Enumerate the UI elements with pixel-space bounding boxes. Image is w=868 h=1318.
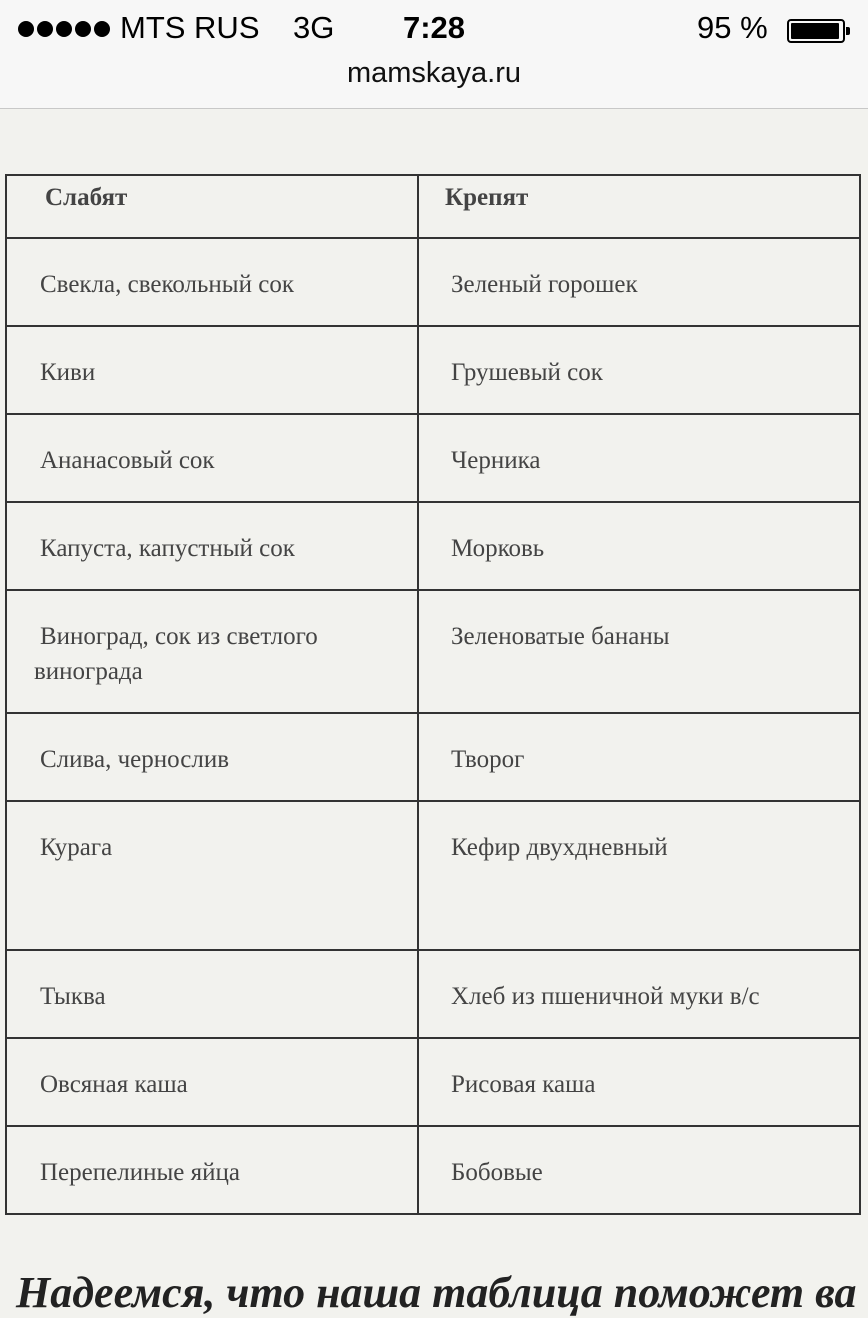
table-cell: Капуста, капустный сок	[6, 502, 418, 590]
table-cell: Виноград, сок из светлого винограда	[6, 590, 418, 713]
table-row	[6, 502, 860, 590]
table-cell: Черника	[418, 414, 860, 502]
table-cell: Зеленый горошек	[418, 238, 860, 326]
table-row	[6, 950, 860, 1038]
signal-strength-icon	[18, 21, 110, 37]
table-cell: Свекла, свекольный сок	[6, 238, 418, 326]
table-cell: Морковь	[418, 502, 860, 590]
table-row	[6, 326, 860, 414]
table-row	[6, 1038, 860, 1126]
table-cell: Киви	[6, 326, 418, 414]
table-row	[6, 713, 860, 801]
table-row	[6, 238, 860, 326]
table-cell: Творог	[418, 713, 860, 801]
table-row	[6, 1126, 860, 1214]
table-cell: Ананасовый сок	[6, 414, 418, 502]
status-bar	[0, 0, 868, 109]
table-cell: Курага	[6, 801, 418, 950]
table-cell: Грушевый сок	[418, 326, 860, 414]
table-cell: Овсяная каша	[6, 1038, 418, 1126]
table-cell: Рисовая каша	[418, 1038, 860, 1126]
table-cell: Тыква	[6, 950, 418, 1038]
table-cell: Зеленоватые бананы	[418, 590, 860, 713]
carrier-name: MTS RUS	[120, 10, 260, 45]
battery-icon	[787, 19, 845, 43]
table-row	[6, 414, 860, 502]
closing-paragraph: Надеемся, что наша таблица поможет ва	[16, 1268, 857, 1317]
address-bar-url[interactable]: mamskaya.ru	[346, 57, 522, 89]
network-type: 3G	[293, 10, 335, 45]
battery-percent: 95 %	[697, 10, 768, 45]
header-binding: Крепят	[418, 175, 860, 238]
table-row	[6, 801, 860, 950]
header-laxative: Слабят	[6, 175, 418, 238]
laxative-binding-foods-table	[5, 174, 861, 1215]
clock: 7:28	[402, 10, 466, 45]
table-row	[6, 590, 860, 713]
table-cell: Слива, чернослив	[6, 713, 418, 801]
table-cell: Кефир двухдневный	[418, 801, 860, 950]
table-cell: Хлеб из пшеничной муки в/с	[418, 950, 860, 1038]
table-cell: Бобовые	[418, 1126, 860, 1214]
table-cell: Перепелиные яйца	[6, 1126, 418, 1214]
